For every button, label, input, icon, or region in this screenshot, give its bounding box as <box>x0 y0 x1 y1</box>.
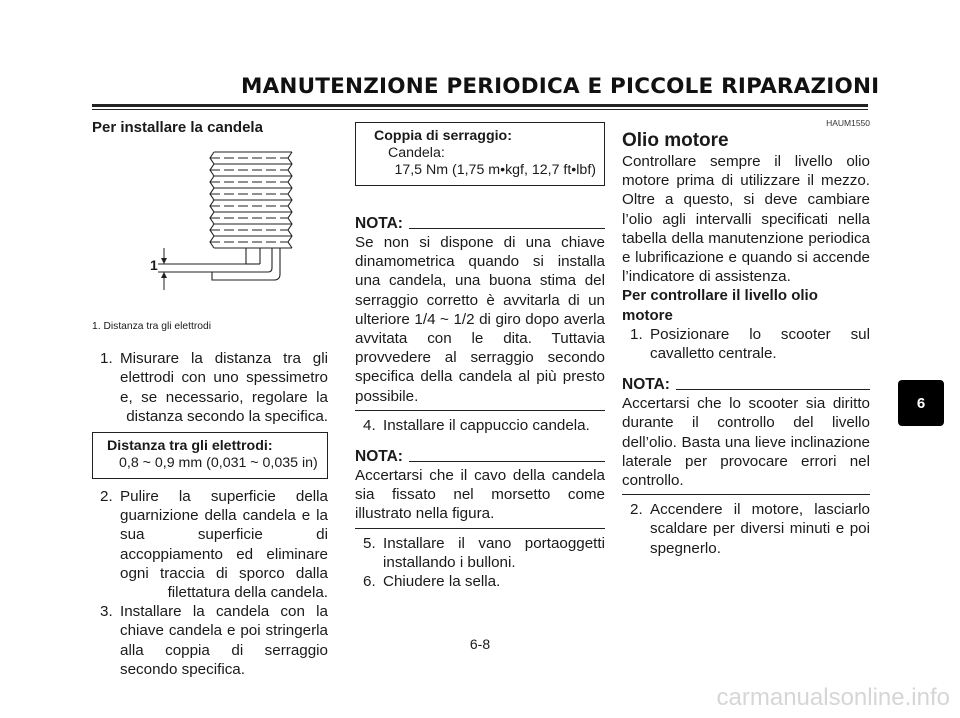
column-left <box>92 118 328 679</box>
nota-heading-1 <box>355 214 605 233</box>
step-number: 1. <box>100 350 113 368</box>
nota-end-rule <box>355 410 605 411</box>
nota-rule <box>409 228 605 229</box>
list-item-step-1 <box>92 349 328 426</box>
step-text: Installare la candela con la chiave candela e poi stringerla alla coppia di serraggio secondo specifica. <box>120 603 328 678</box>
step-number: 5. <box>363 534 376 552</box>
step-number: 1. <box>630 325 643 343</box>
column-right <box>622 118 870 558</box>
step-text: Installare il cappuccio candela. <box>383 416 590 434</box>
spark-plug-diagram <box>92 140 328 308</box>
step-number: 3. <box>100 603 113 621</box>
step-text: Installare il vano portaoggetti installando i bulloni. <box>383 534 605 571</box>
column-middle <box>355 122 605 591</box>
spark-plug-figure <box>92 140 328 308</box>
nota-rule <box>409 461 605 462</box>
header-rule-thick <box>92 104 868 107</box>
list-item-step-2 <box>622 500 870 558</box>
nota-text-1: Se non si dispone di una chiave dinamometrica quando si installa una candela, una buona stima del serraggio corretto è avvitarla di un ulteriore 1/4 ~ 1/2 di giro dopo averla avvitata con le dita. Tuttavia provvedere al serraggio secondo specifica della candela al più presto possibile. <box>355 234 605 405</box>
spec-box-electrode-gap <box>92 432 328 479</box>
spec-title: Distanza tra gli elettrodi: <box>107 438 273 455</box>
engine-oil-intro: Controllare sempre il livello olio motore prima di utilizzare il mezzo. Oltre a questo, si deve cambiare l’olio agli intervalli specificati nella tabella della manutenzione periodica e lubrificazione e quando si accende l’indicatore di assistenza. <box>622 153 870 286</box>
step-number: 2. <box>630 501 643 519</box>
subheading-check-oil-level: Per controllare il livello olio motore <box>622 287 818 324</box>
section-code: HAUM1550 <box>826 118 870 128</box>
figure-label-1: 1 <box>150 257 158 274</box>
nota-text-3: Accertarsi che lo scooter sia diritto durante il controllo del livello dell’olio. Basta una lieve inclinazione laterale per provocare errori nel controllo. <box>622 395 870 490</box>
step-text: Chiudere la sella. <box>383 573 501 591</box>
step-number: 4. <box>363 416 376 434</box>
chapter-tab: 6 <box>898 380 944 426</box>
spec-box-torque <box>355 122 605 186</box>
watermark: carmanualsonline.info <box>716 684 950 711</box>
nota-heading-2 <box>355 447 605 466</box>
page-header-title: MANUTENZIONE PERIODICA E PICCOLE RIPARAZIONI <box>241 74 880 99</box>
section-heading-install-spark-plug: Per installare la candela <box>92 119 263 136</box>
list-item-step-5 <box>355 534 605 572</box>
list-item-step-4 <box>355 416 605 435</box>
step-text: Accendere il motore, lasciarlo scaldare per diversi minuti e poi spegnerlo. <box>650 501 870 557</box>
figure-caption: 1. Distanza tra gli elettrodi <box>92 321 212 333</box>
nota-label: NOTA: <box>355 215 403 232</box>
step-text: Misurare la distanza tra gli elettrodi con uno spessimetro e, se necessario, regolare la distanza secondo la specifica. <box>120 350 328 425</box>
list-item-step-2 <box>92 487 328 602</box>
nota-rule <box>676 389 870 390</box>
list-item-step-1 <box>622 325 870 363</box>
section-title-engine-oil: Olio motore <box>622 130 729 151</box>
nota-end-rule <box>355 528 605 529</box>
torque-title: Coppia di serraggio: <box>374 128 512 144</box>
step-number: 6. <box>363 573 376 591</box>
torque-item: Candela: <box>388 145 445 161</box>
nota-label: NOTA: <box>622 376 670 394</box>
nota-label: NOTA: <box>355 448 403 466</box>
nota-heading-3 <box>622 375 870 394</box>
step-text: Posizionare lo scooter sul cavalletto centrale. <box>650 325 870 363</box>
spec-value: 0,8 ~ 0,9 mm (0,031 ~ 0,035 in) <box>119 455 318 472</box>
list-item-step-6 <box>355 572 605 591</box>
page-number: 6-8 <box>469 636 491 652</box>
nota-text-2: Accertarsi che il cavo della candela sia fissato nel morsetto come illustrato nella figura. <box>355 467 605 523</box>
step-text: Pulire la superficie della guarnizione della candela e la sua superficie di accoppiamento ed eliminare ogni traccia di sporco dalla filettatura della candela. <box>120 488 328 602</box>
step-number: 2. <box>100 488 113 506</box>
header-rule-thin <box>92 109 868 110</box>
torque-value: 17,5 Nm (1,75 m•kgf, 12,7 ft•lbf) <box>394 162 596 178</box>
nota-end-rule <box>622 494 870 495</box>
